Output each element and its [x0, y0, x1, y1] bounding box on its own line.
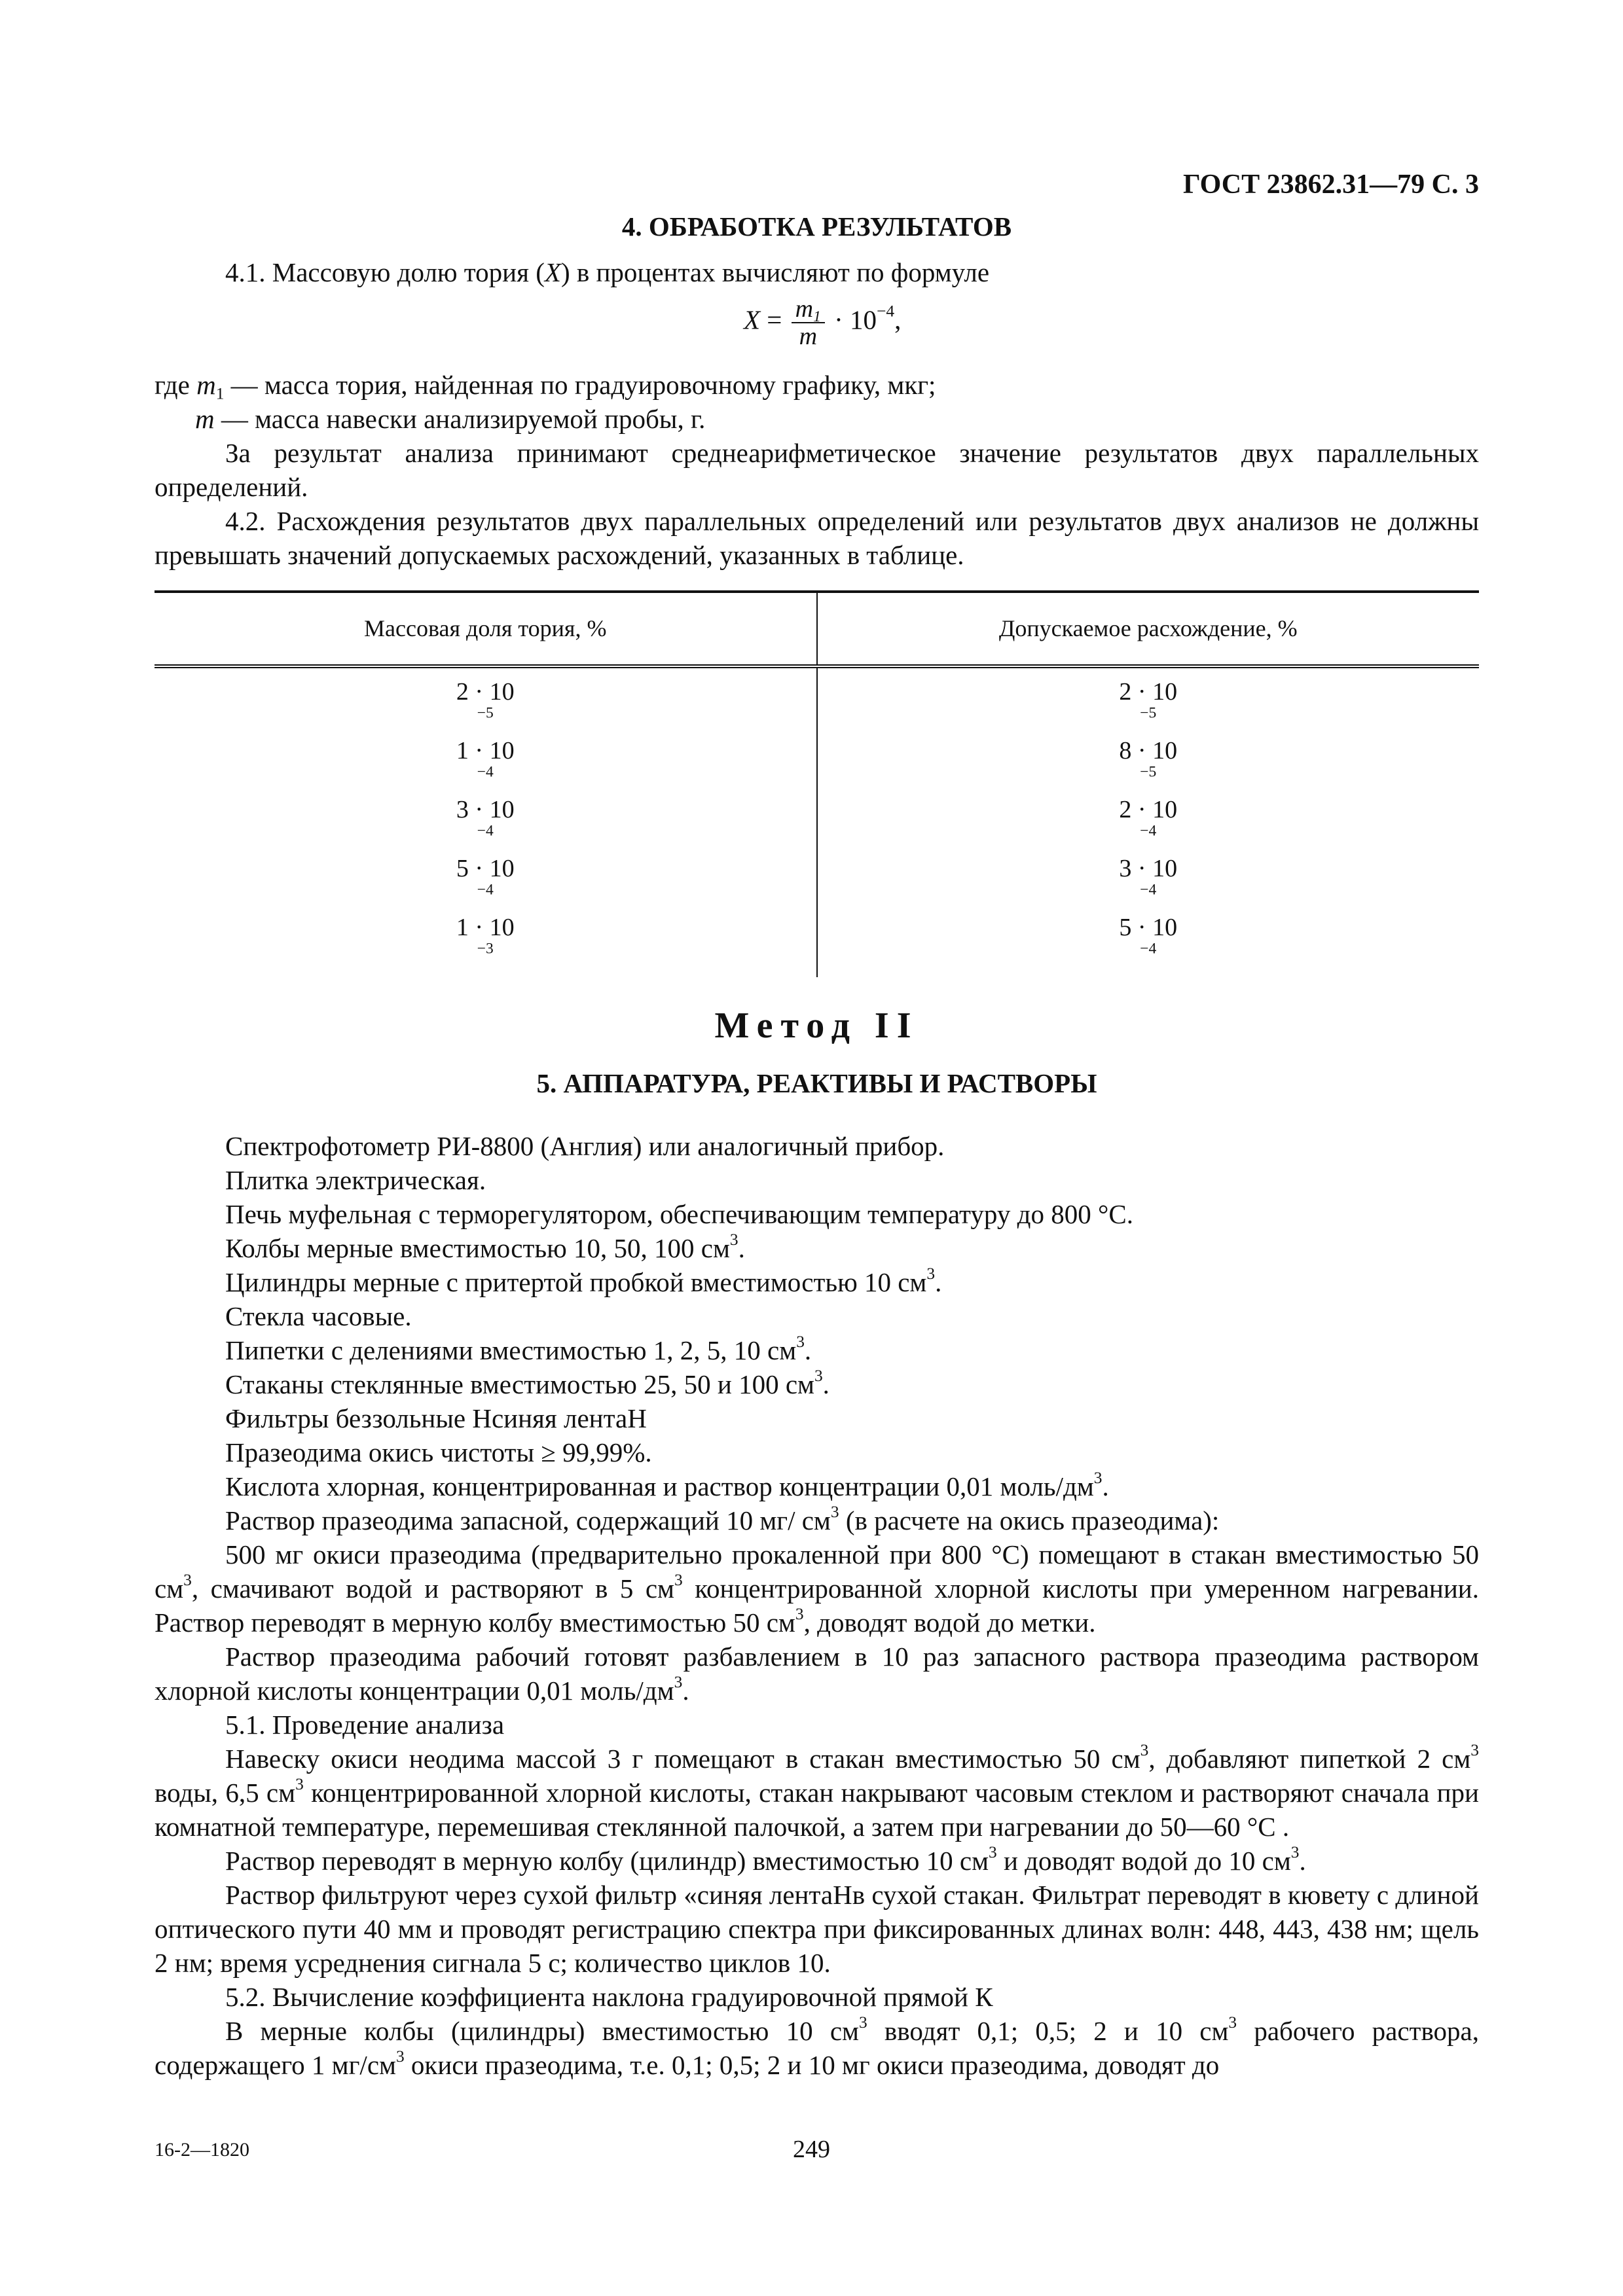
where-line-2: m — масса навески анализируемой пробы, г.	[195, 404, 706, 434]
page-number: 249	[793, 2136, 830, 2163]
list-item: Фильтры беззольные Нсиняя лентаН	[225, 1403, 647, 1433]
list-item: Пипетки с делениями вместимостью 1, 2, 5, 10 $см^3$.	[225, 1332, 812, 1365]
document-header: ГОСТ 23862.31—79 С. 3	[1182, 170, 1479, 200]
paragraph-4-2: 4.2. Расхождения результатов двух параллельных определений или результатов двух анализов не должны превышать значений допускаемых расхождений, указанных в таблице.	[155, 506, 1479, 570]
paragraph-5-1: 5.1. Проведение анализа	[225, 1710, 505, 1740]
where-line-1: где $m_1$ — масса тория, найденная по градуировочному графику, мкг;	[155, 370, 936, 403]
table-cell-tolerance: 2 · 10 $^{-5}$ 8 · 10 $^{-5}$ 2 · 10 $^{-4}$ 3 · 10 $^{-4}$ 5 · 10 $^{-4}$	[1119, 678, 1178, 958]
list-item: Кислота хлорная, концентрированная и раствор концентрации 0,01 моль/$дм^3$.	[225, 1468, 1109, 1501]
table-header-mass-fraction: Массовая доля тория, %	[155, 592, 817, 666]
paragraph-sample: Навеску окиси неодима массой 3 г помещают в стакан вместимостью 50 $см^3$, добавляют пипеткой 2 $см^3$ воды, 6,5 $см^3$ концентрированной хлорной кислоты, стакан накрывают часовым стеклом и растворяют сначала при комнатной температуре, перемешивая стеклянной палочкой, а затем при нагревании до 50—60 °С .	[155, 1740, 1480, 1842]
list-item: Спектрофотометр РИ-8800 (Англия) или аналогичный прибор.	[225, 1131, 945, 1161]
table-header-tolerance: Допускаемое расхождение, %	[817, 592, 1480, 666]
list-item: Стаканы стеклянные вместимостью 25, 50 и 100 $см^3$.	[225, 1366, 830, 1399]
paragraph-filter: Раствор фильтруют через сухой фильтр «синяя лентаНв сухой стакан. Фильтрат переводят в кювету с длиной оптического пути 40 мм и проводят регистрацию спектра при фиксированных длинах волн: 448, 443, 438 нм; щель 2 нм; время усреднения сигнала 5 с; количество циклов 10.	[155, 1880, 1479, 1978]
document-page	[155, 164, 1479, 2232]
fraction: $\frac{m_1}{m}$	[792, 296, 825, 350]
list-item: Колбы мерные вместимостью 10, 50, 100 $см^3$.	[225, 1230, 745, 1263]
paragraph-transfer: Раствор переводят в мерную колбу (цилиндр) вместимостью 10 $см^3$ и доводят водой до 10 $см^3$.	[225, 1842, 1306, 1876]
list-item: Печь муфельная с терморегулятором, обеспечивающим температуру до 800 °С.	[225, 1199, 1133, 1229]
list-item: Раствор празеодима запасной, содержащий 10 мг/ $см^3$ (в расчете на окись празеодима):	[225, 1502, 1220, 1535]
section-5-title: 5. АППАРАТУРА, РЕАКТИВЫ И РАСТВОРЫ	[536, 1068, 1097, 1098]
paragraph-stock-solution: 500 мг окиси празеодима (предварительно прокаленной при 800 °С) помещают в стакан вместимостью 50 $см^3$, смачивают водой и растворяют в 5 $см^3$ концентрированной хлорной кислоты при умеренном нагревании. Раствор переводят в мерную колбу вместимостью 50 $см^3$, доводят водой до метки.	[155, 1539, 1479, 1638]
list-item: Празеодима окись чистоты ≥ 99,99%.	[225, 1437, 652, 1467]
list-item: Цилиндры мерные с притертой пробкой вместимостью 10 $см^3$.	[225, 1264, 942, 1297]
paragraph-flasks: В мерные колбы (цилиндры) вместимостью 10 $см^3$ вводят 0,1; 0,5; 2 и 10 $см^3$ рабочего раствора, содержащего 1 $мг/см^3$ окиси празеодима, т.е. 0,1; 0,5; 2 и 10 мг окиси празеодима, доводят до	[155, 2013, 1479, 2080]
section-4-title: 4. ОБРАБОТКА РЕЗУЛЬТАТОВ	[621, 211, 1012, 242]
paragraph-4-1: 4.1. Массовую долю тория (X) в процентах вычисляют по формуле	[225, 257, 990, 287]
footer-print-code: 16-2—1820	[155, 2139, 249, 2161]
table-row	[155, 666, 1479, 977]
table-cell-mass-fraction: 2 · 10 $^{-5}$ 1 · 10 $^{-4}$ 3 · 10 $^{-4}$ 5 · 10 $^{-4}$ 1 · 10 $^{-3}$	[155, 666, 817, 977]
list-item: Стекла часовые.	[225, 1301, 412, 1331]
paragraph-result: За результат анализа принимают среднеарифметическое значение результатов двух параллельных определений.	[155, 438, 1479, 502]
method-title: Метод II	[714, 1005, 919, 1046]
paragraph-working-solution: Раствор празеодима рабочий готовят разбавлением в 10 раз запасного раствора празеодима раствором хлорной кислоты концентрации 0,01 моль/$дм^3$.	[155, 1641, 1479, 1706]
formula-thorium: X = $\frac{m_1}{m}$ · $10^{-4}$,	[744, 295, 902, 350]
list-item: Плитка электрическая.	[225, 1165, 486, 1195]
paragraph-5-2: 5.2. Вычисление коэффициента наклона градуировочной прямой К	[225, 1982, 993, 2012]
tolerance-table	[155, 590, 1479, 977]
